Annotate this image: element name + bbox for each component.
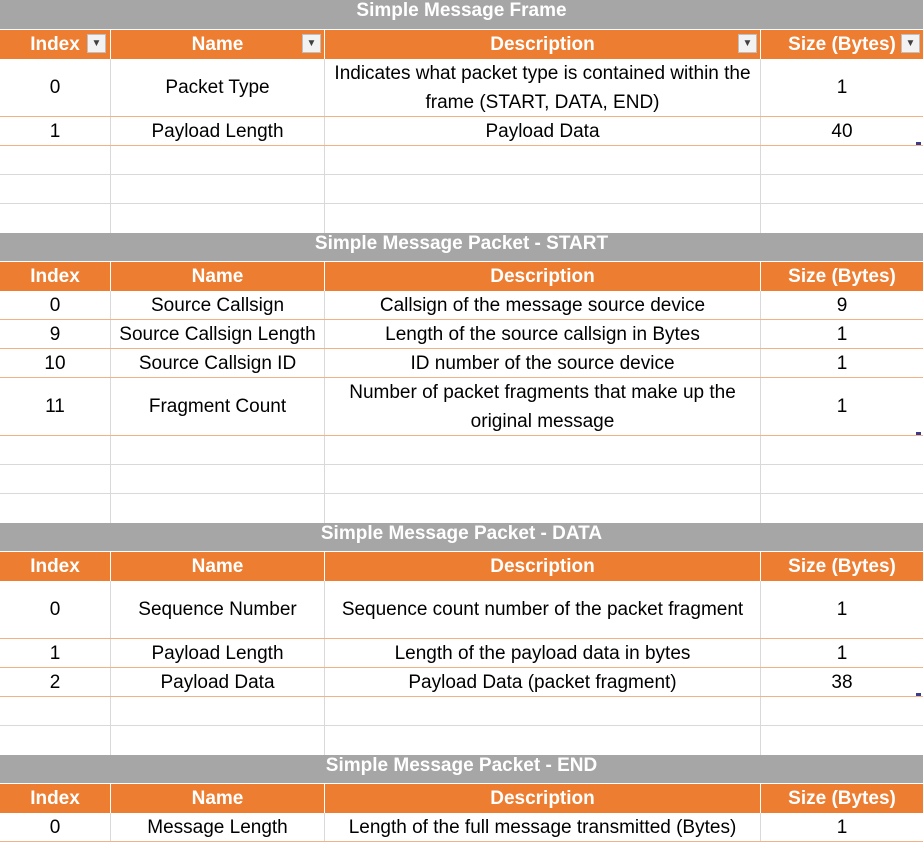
cell-index[interactable]: 11 [45, 396, 65, 417]
cell-name[interactable]: Payload Length [110, 117, 324, 145]
cell-name[interactable]: Payload Data [110, 668, 324, 696]
cell-name[interactable]: Packet Type [110, 59, 324, 116]
cell-size[interactable]: 1 [760, 581, 923, 638]
section-title-end [0, 755, 923, 784]
cell-index[interactable]: 9 [49, 323, 61, 345]
col-header-description[interactable]: Description [324, 262, 760, 291]
cell-description[interactable]: Callsign of the message source device [324, 291, 760, 319]
cell-description[interactable]: ID number of the source device [324, 349, 760, 377]
col-header-size[interactable]: Size (Bytes) [760, 784, 923, 813]
empty-row [0, 436, 923, 465]
cell-description[interactable]: Number of packet fragments that make up the original message [324, 378, 760, 435]
table-resize-handle[interactable] [916, 142, 921, 145]
cell-index[interactable]: 0 [49, 77, 61, 98]
cell-description[interactable]: Payload Data (packet fragment) [324, 668, 760, 696]
table-row [0, 320, 923, 349]
empty-row [0, 465, 923, 494]
cell-name[interactable]: Source Callsign [110, 291, 324, 319]
empty-row [0, 494, 923, 523]
cell-index[interactable]: 1 [49, 120, 61, 142]
col-header-size[interactable]: Size (Bytes) [760, 262, 923, 291]
table-row [0, 378, 923, 436]
section-title-data [0, 523, 923, 552]
cell-index[interactable]: 2 [49, 671, 61, 693]
cell-index[interactable]: 0 [49, 294, 61, 316]
empty-row [0, 726, 923, 755]
cell-size[interactable]: 1 [760, 320, 923, 348]
cell-name[interactable]: Source Callsign Length [110, 320, 324, 348]
cell-description[interactable]: Length of the payload data in bytes [324, 639, 760, 667]
cell-size[interactable]: 1 [760, 59, 923, 116]
cell-index[interactable]: 0 [49, 599, 61, 620]
col-header-name[interactable]: Name [110, 784, 324, 813]
section-title: Simple Message Packet - START [314, 233, 609, 254]
filter-dropdown-icon[interactable]: ▼ [738, 34, 757, 53]
col-header-description[interactable]: Description ▼ [324, 30, 760, 59]
header-row-data [0, 552, 923, 581]
cell-index[interactable]: 1 [49, 642, 61, 664]
cell-size[interactable]: 1 [760, 349, 923, 377]
table-row [0, 581, 923, 639]
col-header-name[interactable]: Name [110, 262, 324, 291]
table-row [0, 59, 923, 117]
table-row [0, 117, 923, 146]
section-title: Simple Message Packet - DATA [320, 523, 603, 544]
col-header-name[interactable]: Name ▼ [110, 30, 324, 59]
empty-row [0, 697, 923, 726]
cell-index[interactable]: 0 [49, 816, 61, 838]
cell-name[interactable]: Payload Length [110, 639, 324, 667]
table-row [0, 639, 923, 668]
section-title: Simple Message Frame [356, 0, 567, 21]
empty-row [0, 146, 923, 175]
cell-name[interactable]: Message Length [110, 813, 324, 841]
empty-row [0, 175, 923, 204]
cell-index[interactable]: 10 [44, 352, 66, 374]
col-header-description[interactable]: Description [324, 552, 760, 581]
cell-description[interactable]: Payload Data [324, 117, 760, 145]
cell-size[interactable]: 40 [760, 117, 923, 145]
filter-dropdown-icon[interactable]: ▼ [302, 34, 321, 53]
table-resize-handle[interactable] [916, 432, 921, 435]
col-header-index[interactable]: Index [0, 262, 110, 291]
cell-size[interactable]: 9 [760, 291, 923, 319]
cell-size[interactable]: 1 [760, 378, 923, 435]
filter-dropdown-icon[interactable]: ▼ [87, 34, 106, 53]
cell-size[interactable]: 1 [760, 813, 923, 841]
table-row [0, 813, 923, 842]
col-header-size[interactable]: Size (Bytes) ▼ [760, 30, 923, 59]
table-row [0, 668, 923, 697]
cell-description[interactable]: Indicates what packet type is contained within the frame (START, DATA, END) [324, 59, 760, 116]
header-row-start [0, 262, 923, 291]
table-row [0, 349, 923, 378]
header-row-frame [0, 30, 923, 59]
section-title-frame [0, 0, 923, 30]
empty-row [0, 204, 923, 233]
cell-description[interactable]: Length of the full message transmitted (Bytes) [324, 813, 760, 841]
section-title: Simple Message Packet - END [325, 755, 598, 776]
cell-name[interactable]: Fragment Count [110, 378, 324, 435]
cell-size[interactable]: 38 [760, 668, 923, 696]
cell-name[interactable]: Source Callsign ID [110, 349, 324, 377]
cell-description[interactable]: Length of the source callsign in Bytes [324, 320, 760, 348]
col-header-index[interactable]: Index [0, 784, 110, 813]
header-row-end [0, 784, 923, 813]
col-header-index[interactable]: Index [0, 552, 110, 581]
cell-size[interactable]: 1 [760, 639, 923, 667]
col-header-index[interactable]: Index ▼ [0, 30, 110, 59]
col-header-name[interactable]: Name [110, 552, 324, 581]
table-row [0, 291, 923, 320]
cell-description[interactable]: Sequence count number of the packet fragment [324, 581, 760, 638]
col-header-size[interactable]: Size (Bytes) [760, 552, 923, 581]
table-resize-handle[interactable] [916, 693, 921, 696]
section-title-start [0, 233, 923, 262]
col-header-description[interactable]: Description [324, 784, 760, 813]
filter-dropdown-icon[interactable]: ▼ [901, 34, 920, 53]
cell-name[interactable]: Sequence Number [110, 581, 324, 638]
